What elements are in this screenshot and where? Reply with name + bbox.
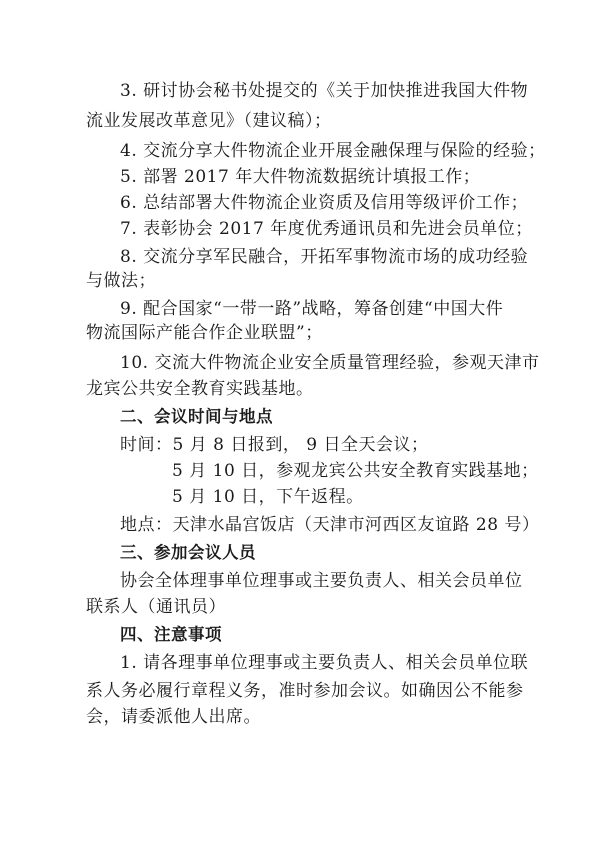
attendees-line2: 联系人（通讯员） bbox=[86, 597, 226, 617]
section-4-heading: 四、注意事项 bbox=[120, 625, 222, 644]
agenda-item-7: 7. 表彰协会 2017 年度优秀通讯员和先进会员单位； bbox=[120, 219, 533, 239]
section-3-heading: 三、参加会议人员 bbox=[120, 543, 256, 562]
meeting-location: 地点：天津水晶宫饭店（天津市河西区友谊路 28 号） bbox=[120, 515, 540, 535]
meeting-time-line3: 5 月 10 日，下午返程。 bbox=[172, 487, 364, 507]
agenda-item-6: 6. 总结部署大件物流企业资质及信用等级评价工作； bbox=[120, 193, 529, 213]
agenda-item-9-line2: 物流国际产能合作企业联盟”； bbox=[86, 323, 323, 343]
agenda-item-8-line1: 8. 交流分享军民融合，开拓军事物流市场的成功经验 bbox=[120, 247, 529, 267]
attendees-line1: 协会全体理事单位理事或主要负责人、相关会员单位 bbox=[120, 571, 523, 591]
agenda-item-4: 4. 交流分享大件物流企业开展金融保理与保险的经验； bbox=[120, 141, 546, 161]
agenda-item-8-line2: 与做法； bbox=[86, 271, 156, 291]
agenda-item-9-line1: 9. 配合国家“一带一路”战略，筹备创建“中国大件 bbox=[120, 299, 504, 319]
agenda-item-10-line1: 10. 交流大件物流企业安全质量管理经验，参观天津市 bbox=[120, 353, 540, 373]
section-2-heading: 二、会议时间与地点 bbox=[120, 407, 273, 426]
notes-line1: 1. 请各理事单位理事或主要负责人、相关会员单位联 bbox=[120, 653, 529, 673]
agenda-item-3-line1: 3. 研讨协会秘书处提交的《关于加快推进我国大件物 bbox=[120, 81, 529, 101]
notes-line2: 系人务必履行章程义务，准时参加会议。如确因公不能参 bbox=[86, 681, 524, 701]
agenda-item-3-line2: 流业发展改革意见》（建议稿）； bbox=[86, 111, 332, 131]
notes-line3: 会，请委派他人出席。 bbox=[86, 707, 261, 727]
meeting-time-line1: 时间：5 月 8 日报到， 9 日全天会议； bbox=[120, 435, 429, 455]
agenda-item-5: 5. 部署 2017 年大件物流数据统计填报工作； bbox=[120, 167, 481, 187]
meeting-time-line2: 5 月 10 日，参观龙宾公共安全教育实践基地； bbox=[172, 461, 539, 481]
agenda-item-10-line2: 龙宾公共安全教育实践基地。 bbox=[86, 379, 314, 399]
